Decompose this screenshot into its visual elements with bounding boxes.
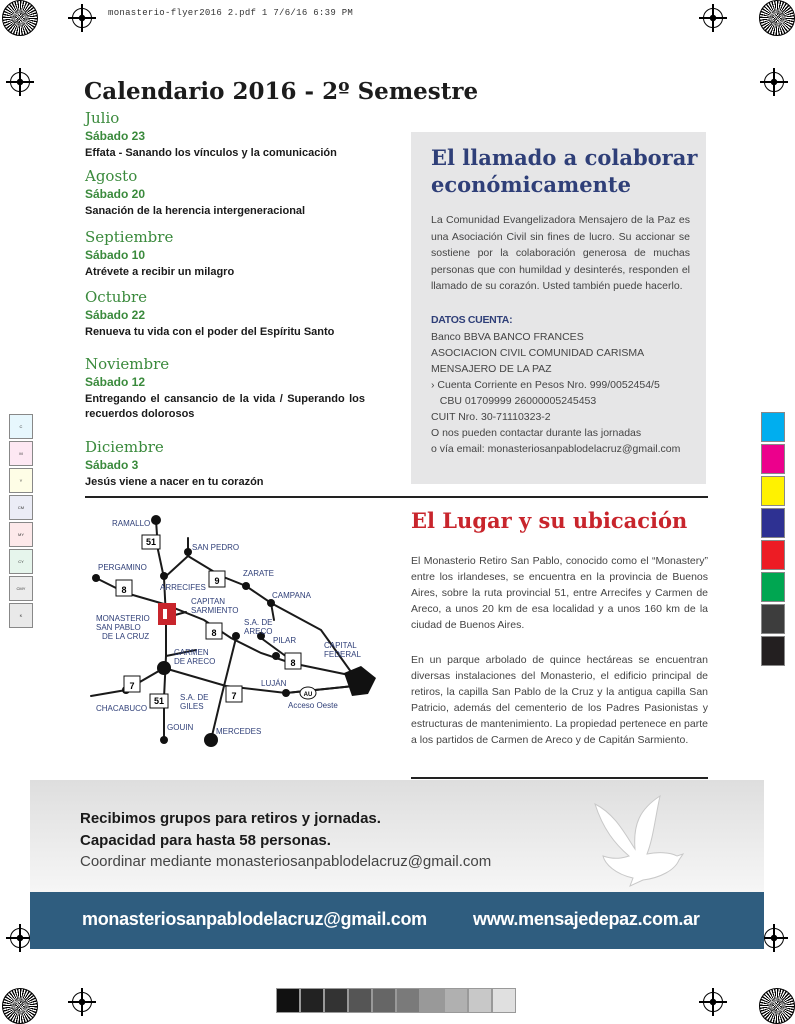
account-line: › Cuenta Corriente en Pesos Nro. 999/0052454/5 (431, 379, 660, 391)
color-swatch (761, 476, 785, 506)
map-label: GILES (180, 702, 204, 711)
day-label: Sábado 22 (85, 308, 146, 322)
route-shield-51: 51 (145, 537, 157, 547)
map-label: RAMALLO (112, 519, 151, 528)
account-line: Banco BBVA BANCO FRANCES (431, 331, 584, 343)
event-label: Jesús viene a nacer en tu corazón (85, 476, 264, 488)
map-label: CAPITAL (324, 641, 357, 650)
account-line: CBU 01709999 26000005245453 (431, 395, 597, 407)
map-label: SAN PEDRO (192, 543, 240, 552)
map-label: ZARATE (243, 569, 274, 578)
groups-banner (30, 780, 764, 892)
map-label: CAPITAN (191, 597, 226, 606)
map-label: S.A. DE (180, 693, 209, 702)
gray-scale-bar (276, 988, 516, 1013)
map-label: ARECO (244, 627, 273, 636)
map-label: FEDERAL (324, 650, 361, 659)
map-label: PILAR (273, 636, 297, 645)
registration-mark-icon (703, 992, 723, 1012)
event-label: Entregando el cansancio de la vida / Superando los recuerdos dolorosos (85, 393, 365, 420)
donation-box (411, 132, 706, 484)
route-shield-7: 7 (129, 681, 135, 691)
color-swatch (761, 508, 785, 538)
day-label: Sábado 3 (85, 458, 139, 472)
donation-title: El llamado a colaborar económicamente (431, 145, 698, 197)
map-label: CARMEN (174, 648, 209, 657)
color-bar-right (761, 412, 785, 668)
registration-mark-icon (764, 928, 784, 948)
calendar-title: Calendario 2016 - 2º Semestre (84, 78, 479, 105)
route-shield-8: 8 (290, 658, 296, 668)
route-shield-8: 8 (211, 628, 217, 638)
swatch-k: K (9, 603, 33, 628)
registration-mark-icon (764, 72, 784, 92)
starburst-mark-icon (2, 0, 38, 36)
account-line[interactable]: o vía email: monasteriosanpablodelacruz@gmail.com (431, 443, 681, 455)
month-label: Noviembre (85, 355, 170, 373)
registration-mark-icon (703, 8, 723, 28)
event-label: Renueva tu vida con el poder del Espíritu Santo (85, 326, 335, 338)
footer-email-link[interactable]: monasteriosanpablodelacruz@gmail.com (82, 909, 427, 929)
capital-federal-area (344, 666, 376, 696)
swatch-my: MY (9, 522, 33, 547)
map-label: DE LA CRUZ (102, 632, 150, 641)
month-label: Diciembre (85, 438, 164, 456)
footer-bar (30, 892, 764, 949)
color-swatch (761, 604, 785, 634)
account-line: O nos pueden contactar durante las jornadas (431, 427, 642, 439)
map-label: Acceso Oeste (288, 701, 338, 710)
calendar-entry (85, 356, 365, 422)
banner-line-2: Capacidad para hasta 58 personas. (80, 832, 331, 849)
calendar-entry (85, 110, 375, 161)
map-label: MERCEDES (216, 727, 262, 736)
road-acceso-oeste (286, 686, 354, 693)
map-label: ARRECIFES (160, 583, 206, 592)
swatch-cmy: CMY (9, 576, 33, 601)
color-swatch (761, 540, 785, 570)
registration-mark-icon (10, 72, 30, 92)
month-label: Agosto (85, 167, 138, 185)
month-label: Octubre (85, 288, 148, 306)
map-label: DE ARECO (174, 657, 216, 666)
color-swatch (761, 572, 785, 602)
day-label: Sábado 10 (85, 248, 146, 262)
swatch-cy: CY (9, 549, 33, 574)
event-label: Atrévete a recibir un milagro (85, 266, 235, 278)
location-map (86, 508, 386, 758)
swatch-cm: CM (9, 495, 33, 520)
route-shield-au: AU (303, 692, 313, 698)
day-label: Sábado 12 (85, 375, 146, 389)
map-label: MONASTERIO (96, 614, 150, 623)
color-swatch (761, 412, 785, 442)
account-line: MENSAJERO DE LA PAZ (431, 363, 552, 375)
starburst-mark-icon (2, 988, 38, 1024)
route-shield-8: 8 (121, 585, 127, 595)
registration-mark-icon (10, 928, 30, 948)
color-swatch (761, 444, 785, 474)
swatch-m: M (9, 441, 33, 466)
calendar-entry (85, 229, 375, 280)
day-label: Sábado 20 (85, 187, 146, 201)
swatch-c: C (9, 414, 33, 439)
swatch-y: Y (9, 468, 33, 493)
route-shield-51: 51 (153, 696, 165, 706)
event-label: Effata - Sanando los vínculos y la comunicación (85, 147, 337, 159)
month-label: Septiembre (85, 228, 174, 246)
map-label: S.A. DE (244, 618, 273, 627)
registration-mark-icon (72, 8, 92, 28)
divider (411, 777, 708, 779)
map-label: CAMPANA (272, 591, 311, 600)
map-label: GOUIN (167, 723, 194, 732)
map-label: LUJÁN (261, 679, 287, 688)
starburst-mark-icon (759, 0, 795, 36)
map-label: SAN PABLO (96, 623, 141, 632)
account-data-lines (431, 329, 701, 457)
footer-website-link[interactable]: www.mensajedepaz.com.ar (473, 909, 700, 929)
route-shield-9: 9 (214, 576, 220, 586)
color-bar-left (9, 414, 33, 630)
donation-text: La Comunidad Evangelizadora Mensajero de la Paz es una Asociación Civil sin fines de lucro. Su accionar se sostiene por la colaboración generosa de muchas personas que con humildad y desinterés, responden el llamado de su corazón. Usted también puede hacerlo. (431, 214, 690, 292)
banner-line-1: Recibimos grupos para retiros y jornadas. (80, 810, 381, 827)
calendar-entry (85, 168, 375, 219)
registration-mark-icon (72, 992, 92, 1012)
month-label: Julio (85, 109, 120, 127)
color-swatch (761, 636, 785, 666)
divider (85, 496, 708, 498)
calendar-entry (85, 289, 375, 340)
calendar-entry (85, 439, 375, 490)
account-data-title: DATOS CUENTA: (431, 314, 513, 326)
dove-icon (585, 794, 705, 888)
event-label: Sanación de la herencia intergeneracional (85, 205, 306, 217)
day-label: Sábado 23 (85, 129, 146, 143)
location-paragraph-2: En un parque arbolado de quince hectáreas se encuentran diversas instalaciones del Monasterio, el edificio principal de retiros, la capilla San Pablo de la Cruz y la antigua capilla San Patricio, además del cementerio de los Padres Pasionistas y estructuras de mantenimiento. La propiedad pertenece en parte a los partidos de Carmen de Areco y de Capitán Sarmiento. (411, 654, 708, 746)
account-line: ASOCIACION CIVIL COMUNIDAD CARISMA (431, 347, 645, 359)
print-slug: monasterio-flyer2016 2.pdf 1 7/6/16 6:39 PM (108, 8, 354, 18)
location-title: El Lugar y su ubicación (411, 508, 688, 533)
map-label: CHACABUCO (96, 704, 148, 713)
map-label: SARMIENTO (191, 606, 239, 615)
route-shield-7: 7 (231, 691, 237, 701)
starburst-mark-icon (759, 988, 795, 1024)
map-label: PERGAMINO (98, 563, 147, 572)
account-line: CUIT Nro. 30-71110323-2 (431, 411, 551, 423)
banner-line-3: Coordinar mediante monasteriosanpablodelacruz@gmail.com (80, 853, 492, 870)
location-paragraph-1: El Monasterio Retiro San Pablo, conocido como el “Monastery” entre los irlandeses, se encuentra en la provincia de Buenos Aires, sobre la ruta provincial 51, entre Arrecifes y Carmen de Areco, a unos 20 km de esa localidad y a unos 160 km de la ciudad de Buenos Aires. (411, 555, 708, 631)
